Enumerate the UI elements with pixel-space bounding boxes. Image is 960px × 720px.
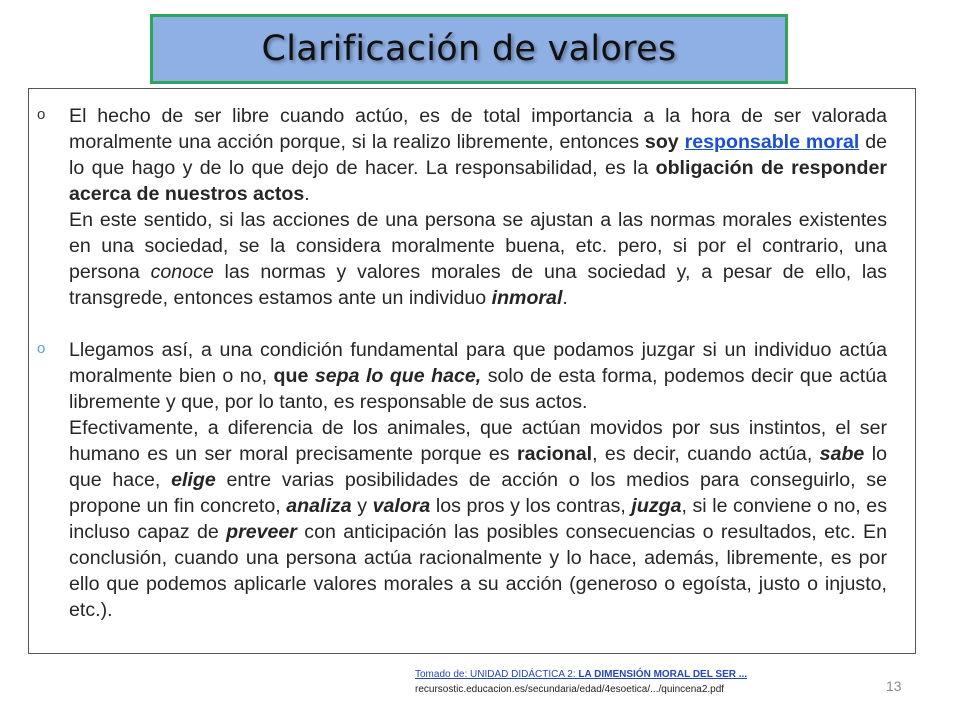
source-link-prefix: Tomado de: UNIDAD DIDÁCTICA 2: <box>415 669 579 680</box>
p1-text-4: En este sentido, si las acciones de una persona se ajustan a las normas morales existentes en una sociedad, se la considera moralmente buena, etc. pero, si por el contrario, una persona <box>69 209 887 283</box>
p2-text-6: entre varias posibilidades de acción o los medios para conseguirlo, se propone un fin concreto, <box>69 469 887 517</box>
bullet-circle-icon: o <box>37 340 46 357</box>
bullet-1 <box>37 106 45 123</box>
slide-title: Clarificación de valores <box>261 29 677 69</box>
content-box <box>28 88 916 654</box>
p2-bolditalic-analiza: analiza <box>286 495 352 517</box>
source-url: recursostic.educacion.es/secundaria/edad/4esoetica/.../quincena2.pdf <box>415 684 725 695</box>
p1-text-3: . <box>304 183 310 205</box>
p2-bolditalic-sabe: sabe <box>819 443 865 465</box>
title-banner <box>150 14 788 84</box>
source-citation <box>415 667 747 697</box>
p2-text-1: Llegamos así, a una condición fundamental para que podamos juzgar si un individuo actúa moralmente bien o no, <box>69 339 887 387</box>
p2-bold-racional: racional <box>516 443 593 465</box>
responsable-moral-link[interactable]: responsable moral <box>684 131 860 153</box>
p1-bolditalic-inmoral: inmoral <box>491 287 563 309</box>
p2-text-2: solo de esta forma, podemos decir que actúa libremente y que, por lo tanto, es responsable de sus actos. <box>69 365 888 413</box>
p1-text-6: . <box>562 287 568 309</box>
p2-text-5: lo que hace, <box>69 443 887 491</box>
paragraph-2 <box>69 337 887 623</box>
p2-bolditalic-elige: elige <box>171 469 216 491</box>
p2-text-4: , es decir, cuando actúa, <box>592 443 820 465</box>
p2-bolditalic-preveer: preveer <box>226 521 297 543</box>
p2-text-3: Efectivamente, a diferencia de los animales, que actúan movidos por sus instintos, el ser humano es un ser moral precisamente porque es <box>69 417 887 465</box>
bullet-circle-icon: o <box>37 106 46 123</box>
p2-bold-que: que <box>273 365 315 387</box>
source-link-bold: LA DIMENSIÓN MORAL DEL SER ... <box>578 669 748 680</box>
p1-text-5: las normas y valores morales de una sociedad y, a pesar de ello, las transgrede, entonces estamos ante un individuo <box>69 261 887 309</box>
p1-text-2: de lo que hago y de lo que dejo de hacer. La responsabilidad, es la <box>69 131 887 179</box>
page-number: 13 <box>886 678 902 694</box>
bullet-2 <box>37 340 45 357</box>
p1-bold-obligacion: obligación de responder acerca de nuestros actos <box>69 157 887 205</box>
p2-bolditalic-valora: valora <box>372 495 431 517</box>
p2-bolditalic-sepa: sepa lo que hace, <box>314 365 482 387</box>
p1-bold-soy: soy <box>644 131 679 153</box>
p2-text-10: con anticipación las posibles consecuencias o resultados, etc. En conclusión, cuando una persona actúa racionalmente y lo hace, además, libremente, es por ello que podemos aplicarle valores morales a su acción (generoso o egoísta, justo o injusto, etc.). <box>69 521 887 621</box>
p2-bolditalic-juzga: juzga <box>631 495 682 517</box>
p1-text-1: El hecho de ser libre cuando actúo, es de total importancia a la hora de ser valorada moralmente una acción porque, si la realizo libremente, entonces <box>69 105 887 153</box>
p2-text-7: y <box>351 495 373 517</box>
paragraph-1 <box>69 103 887 311</box>
p2-text-9: , si le conviene o no, es incluso capaz de <box>69 495 887 543</box>
p1-italic-conoce: conoce <box>150 261 214 283</box>
source-link[interactable] <box>415 667 747 682</box>
p2-text-8: los pros y los contras, <box>430 495 632 517</box>
